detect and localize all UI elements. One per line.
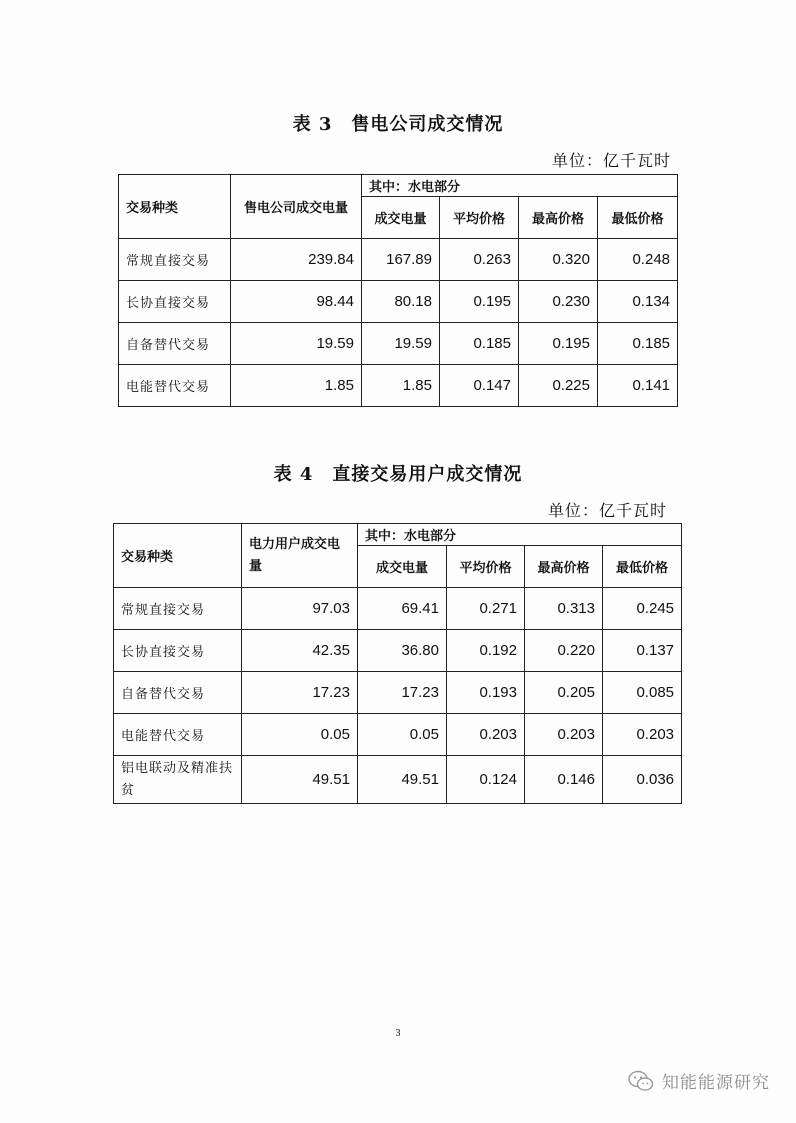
table-row [119,281,678,323]
cell-max: 0.203 [525,714,603,756]
cell-max: 0.205 [525,672,603,714]
table-row [119,365,678,407]
table-row [114,588,682,630]
table3-title: 表 3 售电公司成交情况 [292,114,504,135]
table-row [114,630,682,672]
cell-avg: 0.193 [447,672,525,714]
cell-max: 0.146 [525,756,603,804]
cell-volume: 19.59 [362,323,440,365]
cell-max: 0.220 [525,630,603,672]
table3-unit: 单位：亿千瓦时 [552,151,672,170]
row-name: 常规直接交易 [119,239,231,281]
cell-min: 0.245 [603,588,682,630]
cell-total: 17.23 [242,672,358,714]
cell-volume: 0.05 [358,714,447,756]
watermark-text: 知能能源研究 [662,1073,770,1093]
table3-header-group: 其中：水电部分 [362,175,678,197]
table4-header-total: 电力用户成交电量 [242,524,358,588]
table3-header-min: 最低价格 [598,197,678,239]
table4-header-volume: 成交电量 [358,546,447,588]
row-name: 自备替代交易 [114,672,242,714]
table3-header-avg: 平均价格 [440,197,519,239]
wechat-icon [628,1070,654,1092]
table4-header-type: 交易种类 [114,524,242,588]
cell-total: 49.51 [242,756,358,804]
cell-min: 0.203 [603,714,682,756]
cell-volume: 167.89 [362,239,440,281]
cell-min: 0.085 [603,672,682,714]
table4-title: 表 4 直接交易用户成交情况 [273,464,523,485]
row-name: 电能替代交易 [114,714,242,756]
cell-volume: 36.80 [358,630,447,672]
cell-max: 0.320 [519,239,598,281]
table4-unit: 单位：亿千瓦时 [548,501,668,520]
cell-avg: 0.192 [447,630,525,672]
cell-max: 0.230 [519,281,598,323]
table-row [119,239,678,281]
cell-min: 0.248 [598,239,678,281]
row-name: 常规直接交易 [114,588,242,630]
cell-min: 0.137 [603,630,682,672]
cell-avg: 0.195 [440,281,519,323]
cell-total: 19.59 [231,323,362,365]
cell-total: 97.03 [242,588,358,630]
cell-volume: 1.85 [362,365,440,407]
watermark [628,1068,770,1093]
cell-min: 0.134 [598,281,678,323]
row-name: 长协直接交易 [119,281,231,323]
row-name: 电能替代交易 [119,365,231,407]
table-row [114,672,682,714]
cell-max: 0.195 [519,323,598,365]
cell-total: 0.05 [242,714,358,756]
cell-avg: 0.271 [447,588,525,630]
cell-total: 42.35 [242,630,358,672]
cell-min: 0.036 [603,756,682,804]
cell-total: 98.44 [231,281,362,323]
cell-avg: 0.185 [440,323,519,365]
table-row [114,714,682,756]
table3-header-max: 最高价格 [519,197,598,239]
cell-volume: 80.18 [362,281,440,323]
cell-volume: 17.23 [358,672,447,714]
table3-header-type: 交易种类 [119,175,231,239]
table-row [119,323,678,365]
cell-avg: 0.263 [440,239,519,281]
table3-header-volume: 成交电量 [362,197,440,239]
table4-header-avg: 平均价格 [447,546,525,588]
page-number: 3 [395,1028,401,1039]
cell-volume: 69.41 [358,588,447,630]
row-name: 长协直接交易 [114,630,242,672]
cell-total: 1.85 [231,365,362,407]
table4-header-group: 其中：水电部分 [358,524,682,546]
cell-avg: 0.147 [440,365,519,407]
row-name: 自备替代交易 [119,323,231,365]
cell-max: 0.225 [519,365,598,407]
cell-avg: 0.124 [447,756,525,804]
row-name: 铝电联动及精准扶贫 [114,756,242,804]
cell-volume: 49.51 [358,756,447,804]
table4 [113,523,682,804]
table4-header-max: 最高价格 [525,546,603,588]
cell-avg: 0.203 [447,714,525,756]
cell-max: 0.313 [525,588,603,630]
cell-min: 0.185 [598,323,678,365]
cell-total: 239.84 [231,239,362,281]
table3-header-total: 售电公司成交电量 [231,175,362,239]
table3 [118,174,678,407]
table4-header-min: 最低价格 [603,546,682,588]
table-row [114,756,682,804]
cell-min: 0.141 [598,365,678,407]
